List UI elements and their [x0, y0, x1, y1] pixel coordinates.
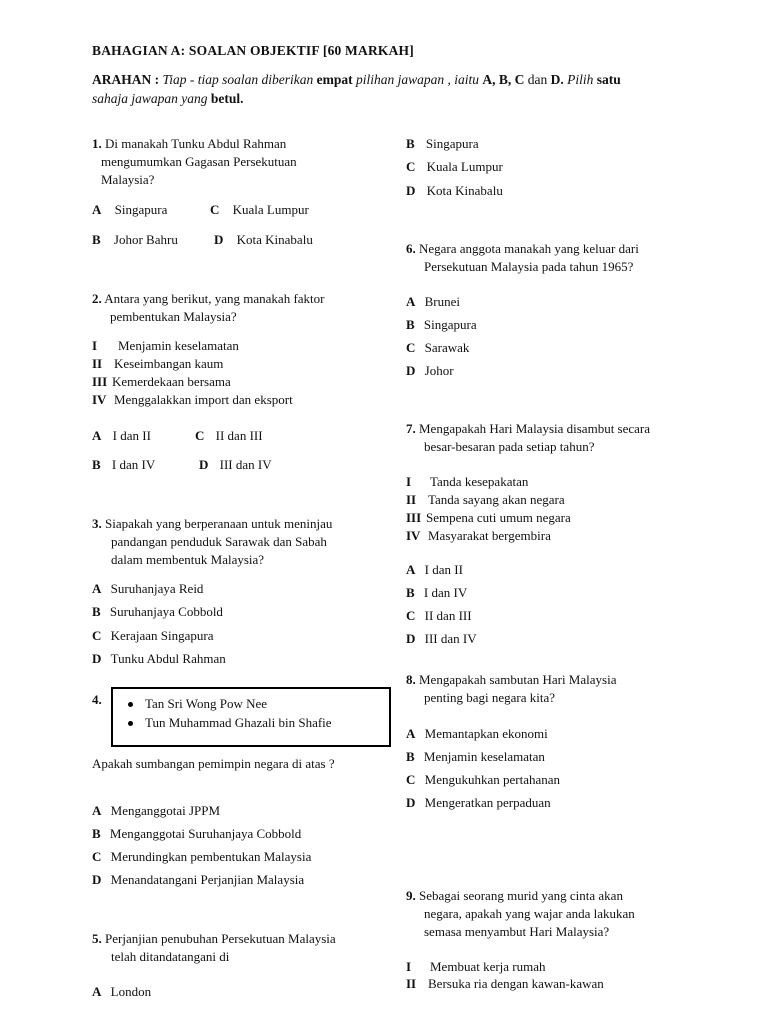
statement-i: I Menjamin keselamatan	[92, 338, 239, 353]
option-b[interactable]: B Singapura	[406, 317, 477, 332]
question-text: Di manakah Tunku Abdul Rahman	[105, 136, 287, 151]
option-c[interactable]: C Kuala Lumpur	[406, 159, 503, 174]
question-number: 2.	[92, 291, 102, 306]
question-number: 1.	[92, 136, 102, 151]
bullet-icon	[128, 721, 133, 726]
section-title: BAHAGIAN A: SOALAN OBJEKTIF [60 MARKAH]	[92, 43, 414, 58]
option-d[interactable]: D Mengeratkan perpaduan	[406, 795, 551, 810]
question-text: mengumumkan Gagasan Persekutuan	[101, 154, 297, 169]
question-number: 6.	[406, 241, 416, 256]
question-text: besar-besaran pada setiap tahun?	[424, 439, 595, 454]
leaders-box	[111, 687, 391, 747]
option-b[interactable]: B Suruhanjaya Cobbold	[92, 604, 223, 619]
question-text: semasa menyambut Hari Malaysia?	[424, 924, 610, 939]
instructions-line-1: ARAHAN : Tiap - tiap soalan diberikan empat pilihan jawapan , iaitu A, B, C dan D. Pilih satu	[92, 72, 621, 87]
question-number: 9.	[406, 888, 416, 903]
question-text: Sebagai seorang murid yang cinta akan	[419, 888, 623, 903]
option-c[interactable]: C II dan III	[406, 608, 472, 623]
question-text: telah ditandatangani di	[111, 949, 230, 964]
option-a[interactable]: A I dan II	[406, 562, 463, 577]
option-d[interactable]: D III dan IV	[406, 631, 477, 646]
question-text: Malaysia?	[101, 172, 155, 187]
question-text: Persekutuan Malaysia pada tahun 1965?	[424, 259, 634, 274]
statement-iii: III Sempena cuti umum negara	[406, 510, 571, 525]
question-text: Siapakah yang berperanaan untuk meninjau	[105, 516, 333, 531]
question-text: pandangan penduduk Sarawak dan Sabah	[111, 534, 327, 549]
option-a[interactable]: A Memantapkan ekonomi	[406, 726, 548, 741]
option-b[interactable]: B Menganggotai Suruhanjaya Cobbold	[92, 826, 302, 841]
option-a[interactable]: A Suruhanjaya Reid	[92, 581, 204, 596]
option-c[interactable]: C Sarawak	[406, 340, 470, 355]
option-a[interactable]: A Singapura	[92, 202, 168, 217]
statement-iv: IV Masyarakat bergembira	[406, 528, 551, 543]
bullet-icon	[128, 702, 133, 707]
leader-name: Tun Muhammad Ghazali bin Shafie	[145, 715, 332, 730]
question-text: pembentukan Malaysia?	[110, 309, 237, 324]
option-d[interactable]: D Menandatangani Perjanjian Malaysia	[92, 872, 305, 887]
option-b[interactable]: B Menjamin keselamatan	[406, 749, 545, 764]
leader-name: Tan Sri Wong Pow Nee	[145, 696, 268, 711]
question-text: negara, apakah yang wajar anda lakukan	[424, 906, 635, 921]
option-d[interactable]: D III dan IV	[199, 457, 272, 472]
option-b[interactable]: B Johor Bahru	[92, 232, 178, 247]
question-number: 3.	[92, 516, 102, 531]
option-a[interactable]: A I dan II	[92, 428, 151, 443]
question-text: Mengapakah sambutan Hari Malaysia	[419, 672, 617, 687]
option-d[interactable]: D Kota Kinabalu	[214, 232, 313, 247]
option-a[interactable]: A Menganggotai JPPM	[92, 803, 221, 818]
statement-iii: III Kemerdekaan bersama	[92, 374, 231, 389]
question-number: 8.	[406, 672, 416, 687]
option-c[interactable]: C II dan III	[195, 428, 263, 443]
question-text: dalam membentuk Malaysia?	[111, 552, 265, 567]
option-d[interactable]: D Johor	[406, 363, 454, 378]
option-c[interactable]: C Kuala Lumpur	[210, 202, 309, 217]
question-text: Apakah sumbangan pemimpin negara di atas ?	[92, 756, 335, 771]
option-d[interactable]: D Tunku Abdul Rahman	[92, 651, 226, 666]
question-text: Perjanjian penubuhan Persekutuan Malaysia	[105, 931, 336, 946]
question-text: penting bagi negara kita?	[424, 690, 556, 705]
option-b[interactable]: B Singapura	[406, 136, 479, 151]
option-a[interactable]: A Brunei	[406, 294, 461, 309]
statement-ii: II Tanda sayang akan negara	[406, 492, 565, 507]
question-text: Negara anggota manakah yang keluar dari	[419, 241, 639, 256]
question-text: Antara yang berikut, yang manakah faktor	[104, 291, 325, 306]
statement-ii: II Bersuka ria dengan kawan-kawan	[406, 976, 604, 991]
instructions-line-2: sahaja jawapan yang betul.	[92, 91, 244, 106]
statement-i: I Membuat kerja rumah	[406, 959, 546, 974]
statement-i: I Tanda kesepakatan	[406, 474, 529, 489]
option-b[interactable]: B I dan IV	[406, 585, 468, 600]
option-c[interactable]: C Kerajaan Singapura	[92, 628, 214, 643]
option-d[interactable]: D Kota Kinabalu	[406, 183, 503, 198]
question-number: 5.	[92, 931, 102, 946]
instructions-label: ARAHAN :	[92, 72, 160, 87]
question-number: 4.	[92, 692, 102, 707]
question-number: 7.	[406, 421, 416, 436]
question-text: Mengapakah Hari Malaysia disambut secara	[419, 421, 651, 436]
option-b[interactable]: B I dan IV	[92, 457, 156, 472]
statement-iv: IV Menggalakkan import dan eksport	[92, 392, 293, 407]
statement-ii: II Keseimbangan kaum	[92, 356, 224, 371]
option-c[interactable]: C Mengukuhkan pertahanan	[406, 772, 561, 787]
option-a[interactable]: A London	[92, 984, 152, 999]
option-c[interactable]: C Merundingkan pembentukan Malaysia	[92, 849, 312, 864]
